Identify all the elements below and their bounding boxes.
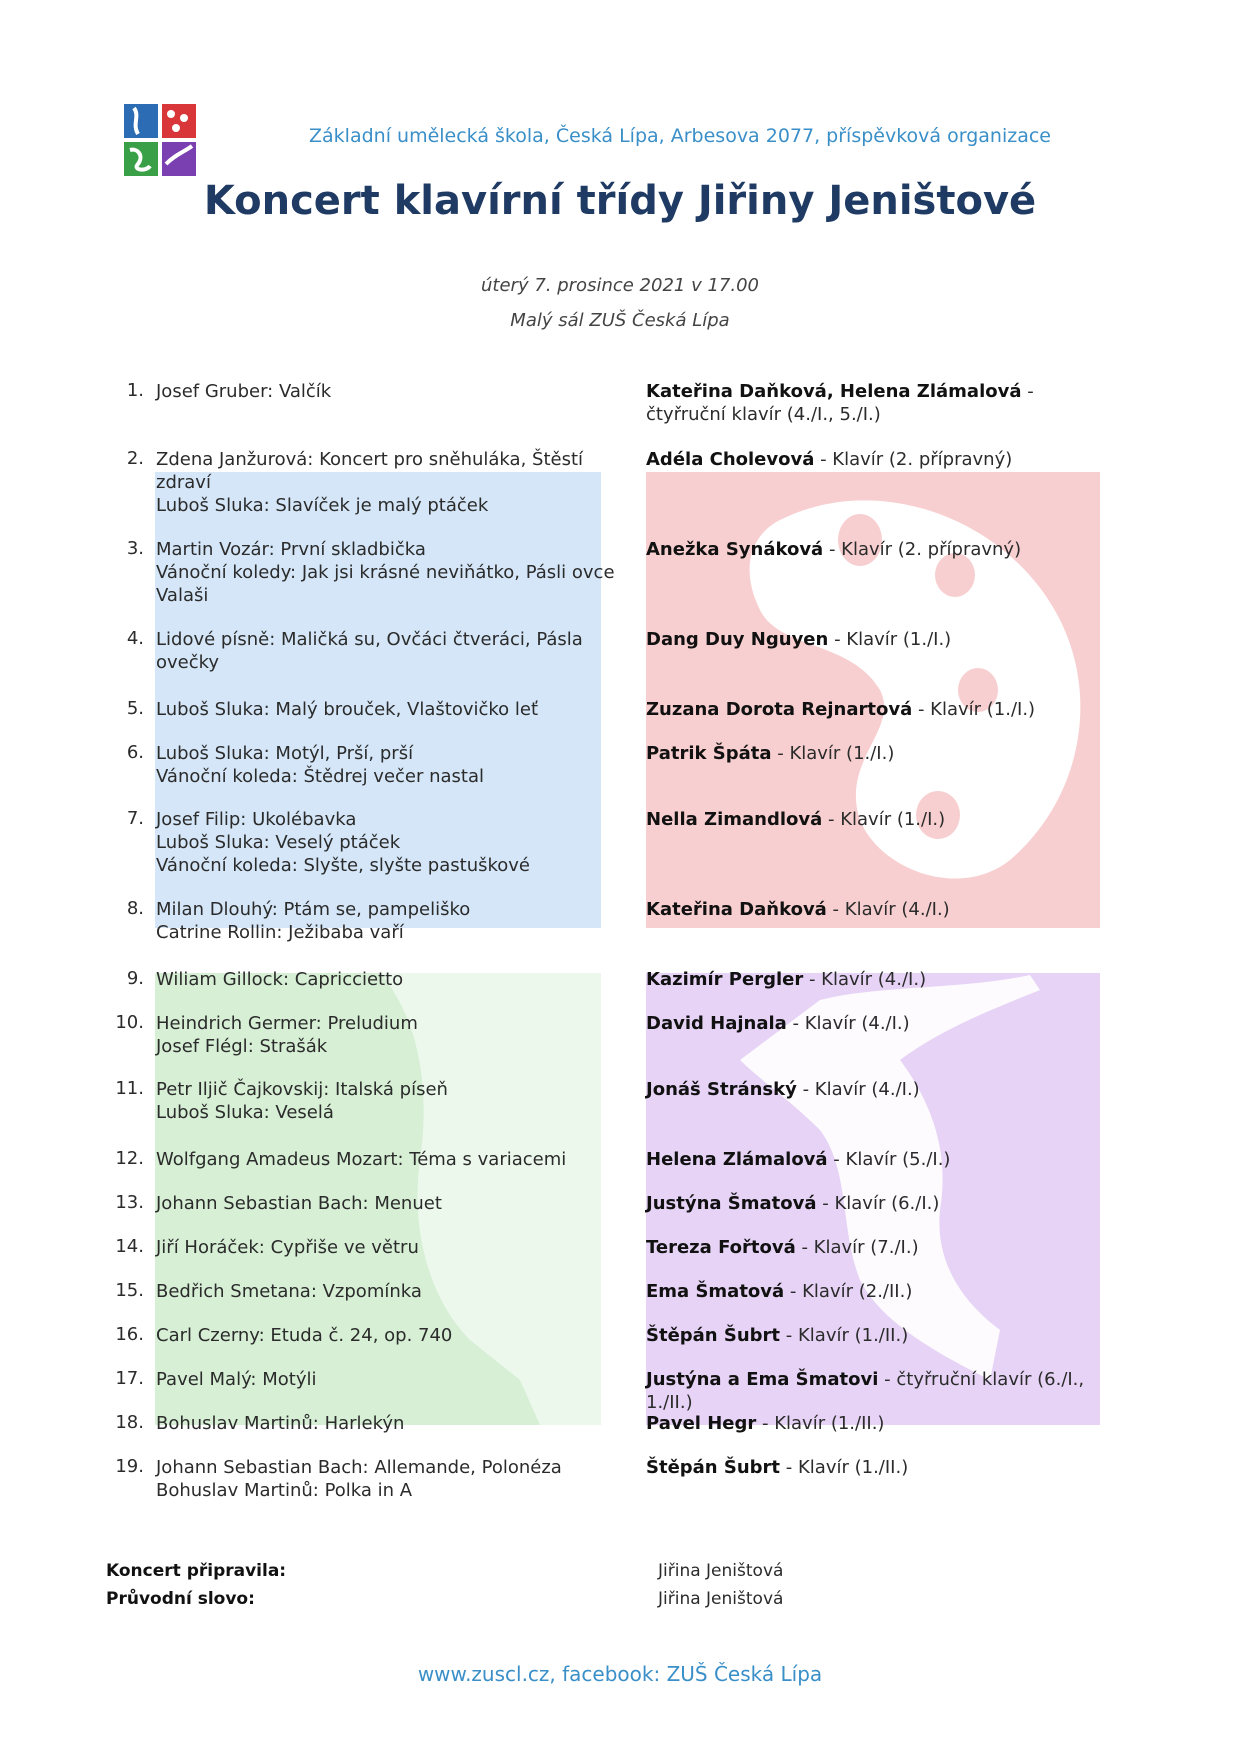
piece-line: Josef Filip: Ukolébavka	[156, 809, 357, 830]
item-pieces	[156, 808, 626, 877]
piece-line: Wolfgang Amadeus Mozart: Téma s variacemi	[156, 1149, 567, 1170]
performer-detail: - Klavír (1./II.)	[780, 1325, 909, 1346]
performer-detail: - čtyřruční klavír (6./I., 1./II.)	[646, 1369, 1085, 1413]
performer-detail: - Klavír (7./I.)	[795, 1237, 919, 1258]
item-number: 4.	[126, 628, 144, 649]
page-title: Koncert klavírní třídy Jiřiny Jeništové	[203, 178, 1037, 224]
performer-name: Justýna Šmatová	[646, 1193, 817, 1214]
performer-detail: - Klavír (1./I.)	[822, 809, 946, 830]
piece-line: Johann Sebastian Bach: Menuet	[156, 1193, 442, 1214]
performer-detail: - Klavír (1./II.)	[756, 1413, 885, 1434]
performer-name: Patrik Špáta	[646, 743, 772, 764]
footer-links[interactable]: www.zuscl.cz, facebook: ZUŠ Česká Lípa	[417, 1662, 823, 1686]
performer-name: David Hajnala	[646, 1013, 787, 1034]
item-performer	[646, 742, 1116, 765]
item-pieces	[156, 742, 626, 788]
item-number: 14.	[115, 1236, 144, 1257]
item-number: 11.	[115, 1078, 144, 1099]
performer-detail: - Klavír (6./I.)	[816, 1193, 940, 1214]
item-pieces	[156, 1148, 626, 1171]
item-performer	[646, 1192, 1116, 1215]
item-pieces	[156, 1078, 626, 1124]
item-pieces	[156, 448, 626, 517]
item-number: 8.	[126, 898, 144, 919]
item-number: 17.	[115, 1368, 144, 1389]
item-number: 13.	[115, 1192, 144, 1213]
item-number: 5.	[126, 698, 144, 719]
item-performer	[646, 380, 1116, 426]
performer-name: Štěpán Šubrt	[646, 1325, 781, 1346]
piece-line: Bohuslav Martinů: Harlekýn	[156, 1413, 405, 1434]
speech-label: Průvodní slovo:	[106, 1589, 255, 1609]
piece-line: Luboš Sluka: Veselý ptáček	[156, 832, 401, 853]
item-number: 15.	[115, 1280, 144, 1301]
performer-name: Jonáš Stránský	[646, 1079, 797, 1100]
item-number: 16.	[115, 1324, 144, 1345]
piece-line: Josef Gruber: Valčík	[156, 381, 332, 402]
item-performer	[646, 1412, 1116, 1435]
performer-detail: - Klavír (2. přípravný)	[823, 539, 1022, 560]
item-number: 19.	[115, 1456, 144, 1477]
piece-line: Heindrich Germer: Preludium	[156, 1013, 418, 1034]
item-performer	[646, 968, 1116, 991]
item-pieces	[156, 1456, 626, 1502]
item-performer	[646, 1368, 1116, 1414]
piece-line: Luboš Sluka: Motýl, Prší, prší	[156, 743, 414, 764]
concert-date: úterý 7. prosince 2021 v 17.00	[481, 275, 759, 296]
piece-line: Milan Dlouhý: Ptám se, pampeliško	[156, 899, 471, 920]
performer-detail: - Klavír (4./I.)	[826, 899, 950, 920]
performer-name: Pavel Hegr	[646, 1413, 757, 1434]
item-number: 2.	[126, 448, 144, 469]
performer-detail: - Klavír (4./I.)	[803, 969, 927, 990]
performer-name: Helena Zlámalová	[646, 1149, 828, 1170]
item-pieces	[156, 628, 626, 674]
performer-detail: - Klavír (1./I.)	[771, 743, 895, 764]
performer-detail: - Klavír (5./I.)	[827, 1149, 951, 1170]
piece-line: Bedřich Smetana: Vzpomínka	[156, 1281, 422, 1302]
piece-line: Johann Sebastian Bach: Allemande, Polonéza	[156, 1457, 562, 1478]
performer-detail: - Klavír (4./I.)	[786, 1013, 910, 1034]
piece-line: Lidové písně: Maličká su, Ovčáci čtveráci, Pásla ovečky	[156, 629, 583, 673]
item-number: 3.	[126, 538, 144, 559]
performer-name: Nella Zimandlová	[646, 809, 823, 830]
piece-line: Pavel Malý: Motýli	[156, 1369, 317, 1390]
performer-name: Kateřina Daňková	[646, 899, 827, 920]
performer-detail: - Klavír (1./I.)	[828, 629, 952, 650]
item-pieces	[156, 1368, 626, 1391]
item-pieces	[156, 1280, 626, 1303]
prepared-label: Koncert připravila:	[106, 1561, 287, 1581]
piece-line: Martin Vozár: První skladbička	[156, 539, 426, 560]
item-performer	[646, 538, 1116, 561]
performer-detail: - Klavír (2./II.)	[784, 1281, 913, 1302]
piece-line: Vánoční koleda: Slyšte, slyšte pastuškové	[156, 855, 531, 876]
performer-name: Tereza Fořtová	[646, 1237, 796, 1258]
item-number: 18.	[115, 1412, 144, 1433]
piece-line: Luboš Sluka: Slavíček je malý ptáček	[156, 495, 489, 516]
item-pieces	[156, 1192, 626, 1215]
item-pieces	[156, 1236, 626, 1259]
item-performer	[646, 1078, 1116, 1101]
item-pieces	[156, 968, 626, 991]
performer-detail: - Klavír (4./I.)	[796, 1079, 920, 1100]
piece-line: Vánoční koleda: Štědrej večer nastal	[156, 766, 485, 787]
item-number: 1.	[126, 380, 144, 401]
piece-line: Luboš Sluka: Veselá	[156, 1102, 334, 1123]
item-number: 9.	[126, 968, 144, 989]
performer-name: Zuzana Dorota Rejnartová	[646, 699, 913, 720]
item-performer	[646, 1456, 1116, 1479]
item-performer	[646, 628, 1116, 651]
performer-detail: - Klavír (1./II.)	[780, 1457, 909, 1478]
performer-detail: - Klavír (1./I.)	[912, 699, 1036, 720]
item-performer	[646, 698, 1116, 721]
piece-line: Vánoční koledy: Jak jsi krásné neviňátko, Pásli ovce Valaši	[156, 562, 615, 606]
piece-line: Josef Flégl: Strašák	[156, 1036, 328, 1057]
performer-name: Kateřina Daňková, Helena Zlámalová	[646, 381, 1022, 402]
performer-name: Ema Šmatová	[646, 1281, 785, 1302]
speech-value: Jiřina Jeništová	[658, 1589, 784, 1609]
item-number: 12.	[115, 1148, 144, 1169]
piece-line: Bohuslav Martinů: Polka in A	[156, 1480, 413, 1501]
item-pieces	[156, 380, 626, 403]
item-performer	[646, 1324, 1116, 1347]
prepared-value: Jiřina Jeništová	[658, 1561, 784, 1581]
item-performer	[646, 1148, 1116, 1171]
item-pieces	[156, 698, 626, 721]
piece-line: Carl Czerny: Etuda č. 24, op. 740	[156, 1325, 453, 1346]
piece-line: Jiří Horáček: Cypřiše ve větru	[156, 1237, 419, 1258]
performer-name: Dang Duy Nguyen	[646, 629, 829, 650]
performer-name: Justýna a Ema Šmatovi	[646, 1369, 879, 1390]
performer-detail: - čtyřruční klavír (4./I., 5./I.)	[646, 381, 1034, 425]
performer-name: Kazimír Pergler	[646, 969, 804, 990]
item-number: 6.	[126, 742, 144, 763]
performer-name: Adéla Cholevová	[646, 449, 815, 470]
item-performer	[646, 808, 1116, 831]
item-pieces	[156, 538, 626, 607]
item-performer	[646, 1280, 1116, 1303]
item-pieces	[156, 898, 626, 944]
item-performer	[646, 898, 1116, 921]
item-performer	[646, 1012, 1116, 1035]
item-performer	[646, 448, 1116, 471]
item-pieces	[156, 1012, 626, 1058]
piece-line: Luboš Sluka: Malý brouček, Vlaštovičko leť	[156, 699, 539, 720]
item-number: 10.	[115, 1012, 144, 1033]
concert-venue: Malý sál ZUŠ Česká Lípa	[510, 310, 730, 331]
performer-detail: - Klavír (2. přípravný)	[814, 449, 1013, 470]
performer-name: Štěpán Šubrt	[646, 1457, 781, 1478]
item-pieces	[156, 1324, 626, 1347]
item-number: 7.	[126, 808, 144, 829]
school-name: Základní umělecká škola, Česká Lípa, Arbesova 2077, příspěvková organizace	[309, 125, 1051, 147]
piece-line: Catrine Rollin: Ježibaba vaří	[156, 922, 404, 943]
item-performer	[646, 1236, 1116, 1259]
piece-line: Petr Iljič Čajkovskij: Italská píseň	[156, 1079, 448, 1100]
piece-line: Zdena Janžurová: Koncert pro sněhuláka, Štěstí zdraví	[156, 449, 584, 493]
piece-line: Wiliam Gillock: Capriccietto	[156, 969, 404, 990]
item-pieces	[156, 1412, 626, 1435]
performer-name: Anežka Synáková	[646, 539, 824, 560]
